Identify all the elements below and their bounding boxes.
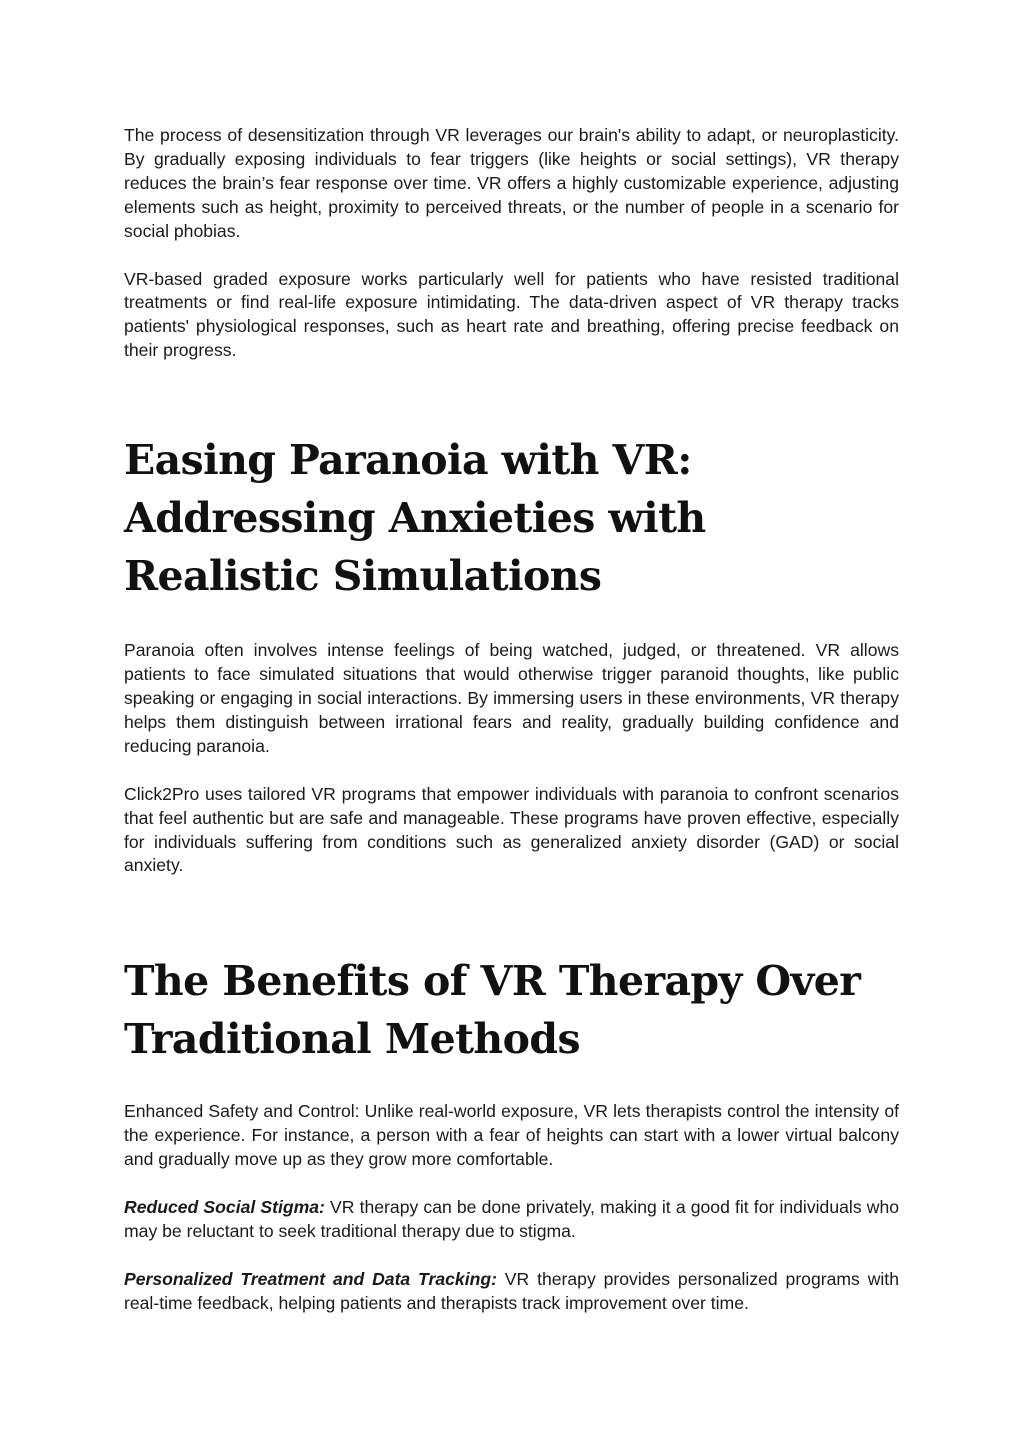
benefits-paragraph-personalized <box>124 1268 899 1316</box>
intro-paragraph-desensitization: The process of desensitization through VR leverages our brain's ability to adapt, or neuroplasticity. By gradually exposing individuals to fear triggers (like heights or social settings), VR therapy reduces the brain’s fear response over time. VR offers a highly customizable experience, adjusting elements such as height, proximity to perceived threats, or the number of people in a scenario for social phobias. <box>124 125 899 241</box>
personalized-lead-label: Personalized Treatment and Data Tracking: <box>124 1268 497 1289</box>
document-page <box>124 124 899 1316</box>
heading-easing-paranoia: Easing Paranoia with VR: Addressing Anxieties with Realistic Simulations <box>124 436 706 601</box>
benefits-paragraph-stigma <box>124 1196 899 1244</box>
paranoia-paragraph-simulations: Paranoia often involves intense feelings of being watched, judged, or threatened. VR allows patients to face simulated situations that would otherwise trigger paranoid thoughts, like public speaking or engaging in social interactions. By immersing users in these environments, VR therapy helps them distinguish between irrational fears and reality, gradually building confidence and reducing paranoia. <box>124 640 899 756</box>
stigma-lead-label: Reduced Social Stigma: <box>124 1197 325 1218</box>
personalized-text: VR therapy provides personalized programs with real-time feedback, helping patients and therapists track improvement over time. <box>124 1268 899 1313</box>
benefits-paragraph-safety: Enhanced Safety and Control: Unlike real-world exposure, VR lets therapists control the intensity of the experience. For instance, a person with a fear of heights can start with a lower virtual balcony and gradually move up as they grow more comfortable. <box>124 1101 899 1170</box>
stigma-text: VR therapy can be done privately, making it a good fit for individuals who may be reluctant to seek traditional therapy due to stigma. <box>124 1197 900 1241</box>
intro-paragraph-graded-exposure: VR-based graded exposure works particularly well for patients who have resisted traditional treatments or find real-life exposure intimidating. The data-driven aspect of VR therapy tracks patients' physiological responses, such as heart rate and breathing, offering precise feedback on their progress. <box>124 268 899 361</box>
heading-benefits-of-vr: The Benefits of VR Therapy Over Traditional Methods <box>124 957 861 1064</box>
paranoia-paragraph-click2pro: Click2Pro uses tailored VR programs that empower individuals with paranoia to confront scenarios that feel authentic but are safe and manageable. These programs have proven effective, especially for individuals suffering from conditions such as generalized anxiety disorder (GAD) or social anxiety. <box>124 783 899 876</box>
